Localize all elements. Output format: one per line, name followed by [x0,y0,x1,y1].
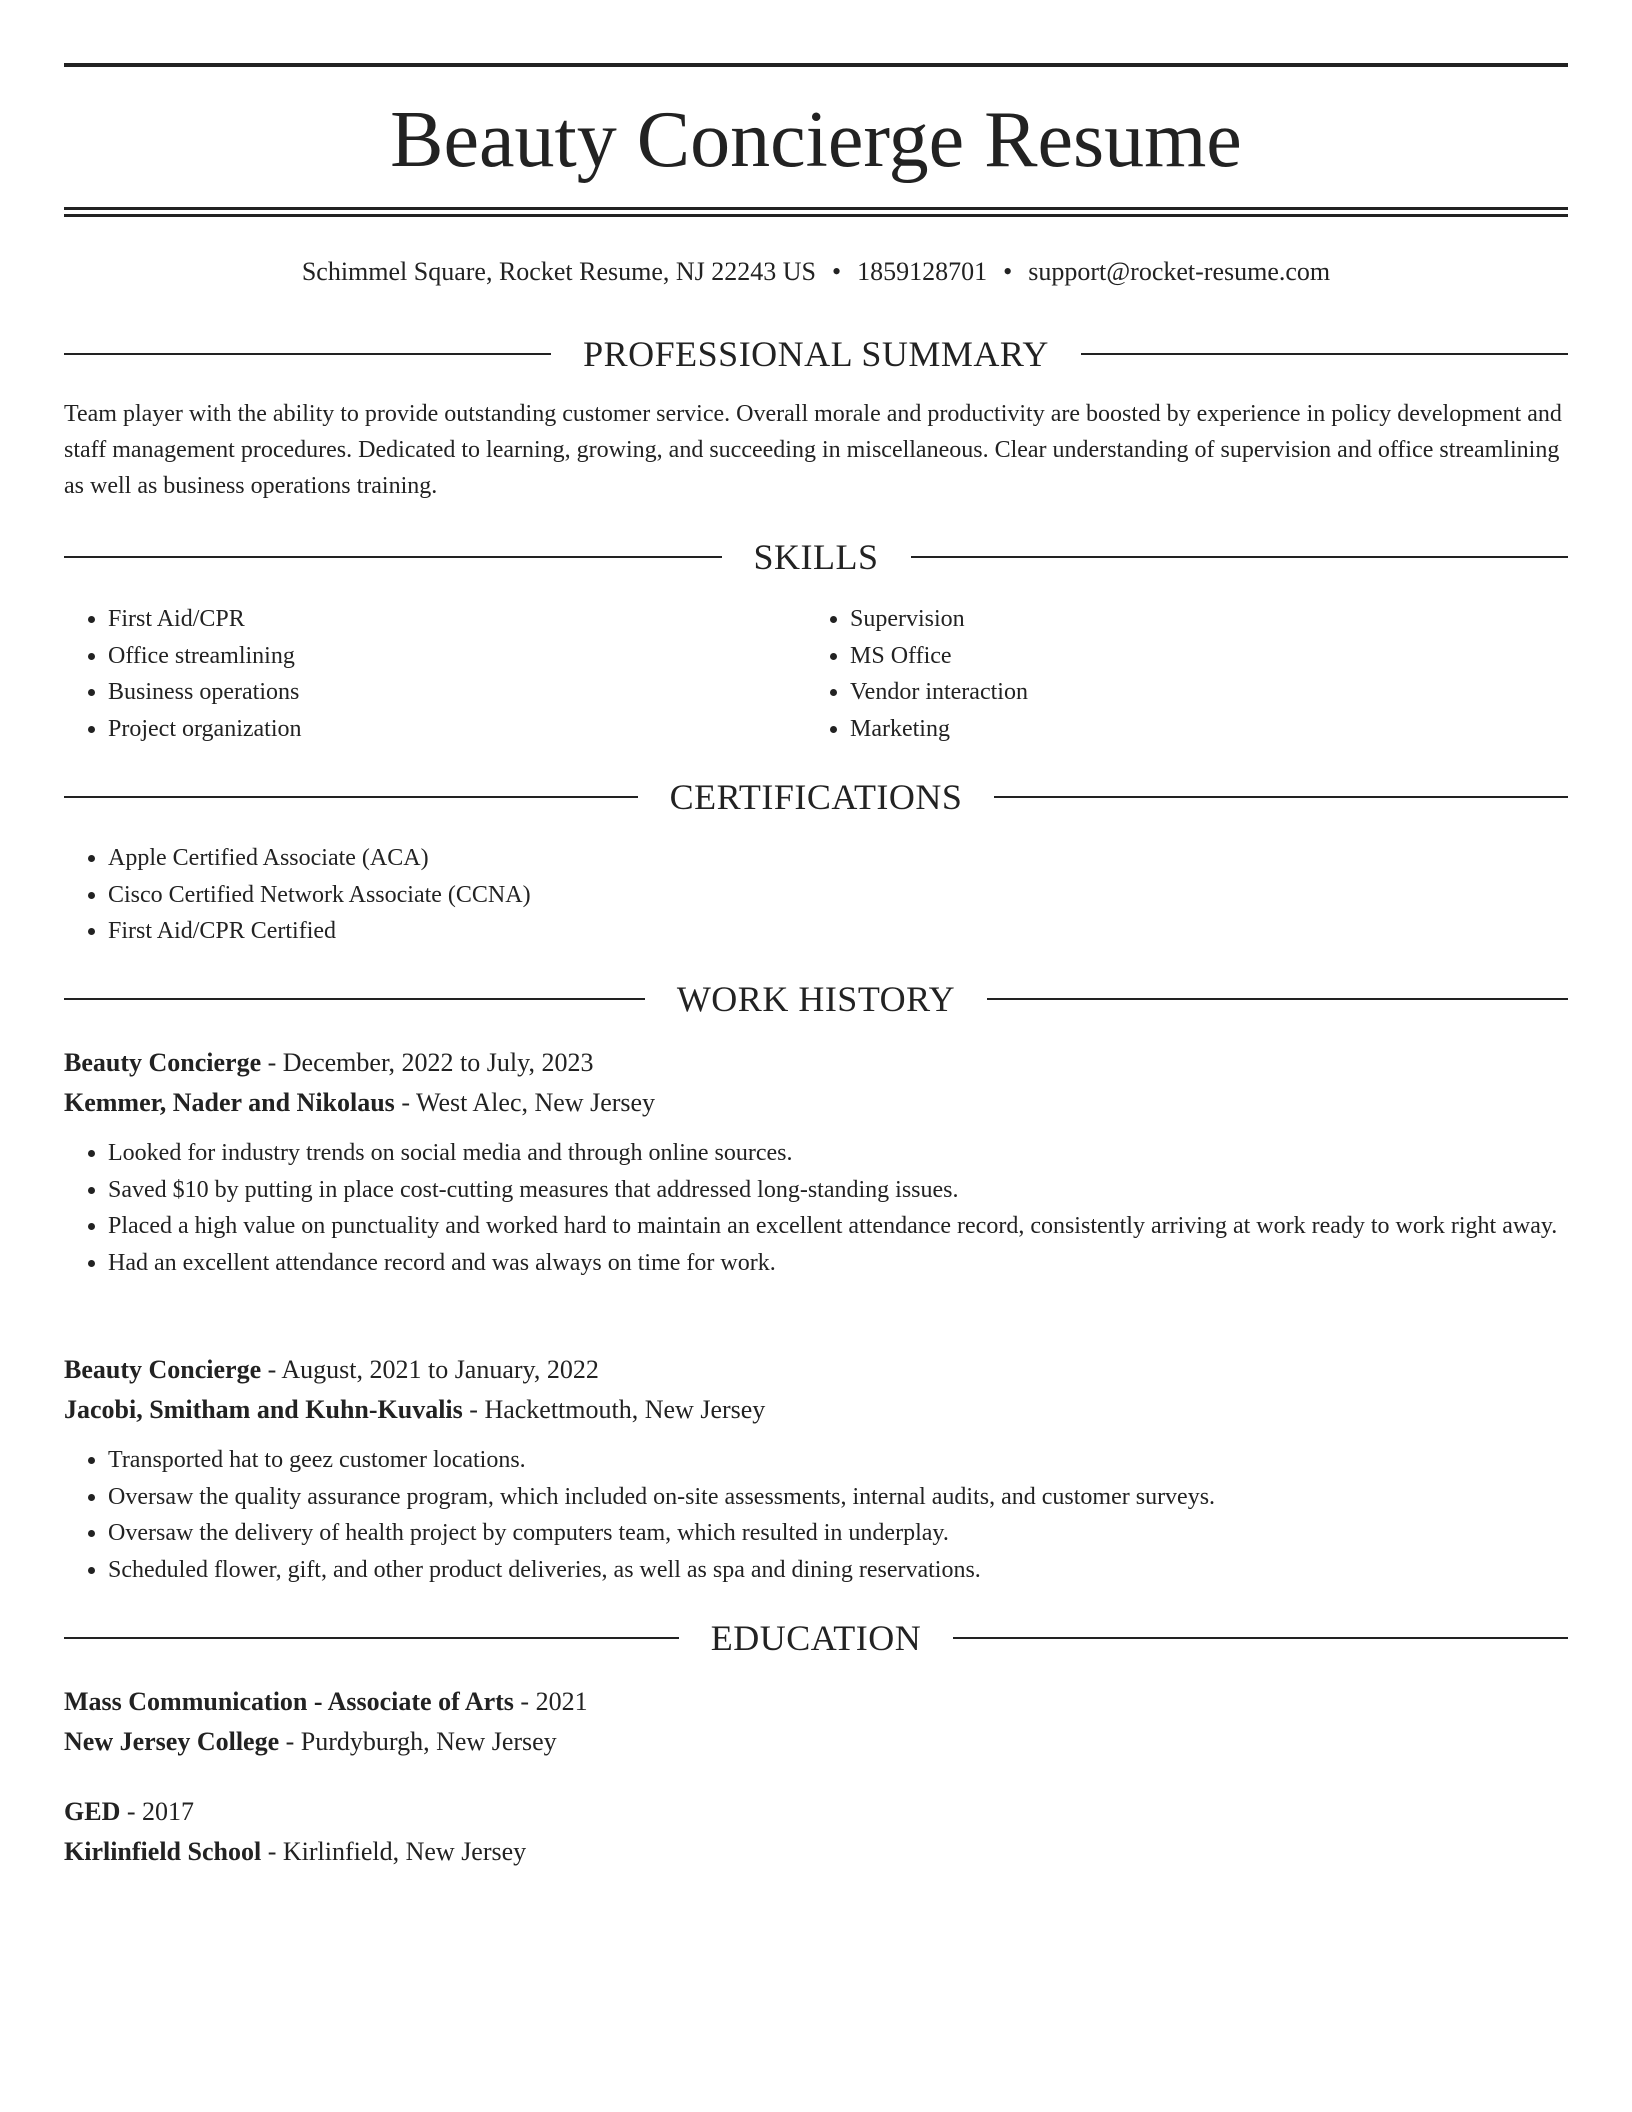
education-degree: Mass Communication - Associate of Arts [64,1687,514,1716]
section-heading-education [64,1616,1568,1660]
job-location: - Hackettmouth, New Jersey [462,1395,766,1424]
education-year: - 2017 [120,1797,195,1826]
heading-rule [953,1637,1568,1639]
job-entry [64,1350,1568,1588]
job-bullets [64,1442,1568,1588]
job-company: Jacobi, Smitham and Kuhn-Kuvalis [64,1395,463,1424]
education-school: Kirlinfield School [64,1837,262,1866]
job-title-line [64,1350,1568,1390]
certification-item: • First Aid/CPR Certified [108,913,1568,950]
education-entry [64,1682,1568,1762]
job-bullet: • Placed a high value on punctuality and worked hard to maintain an excellent attendance record, consistently arriving at work ready to work right away. [108,1208,1568,1245]
education-school-line [64,1832,1568,1872]
heading-rule [987,998,1568,1000]
section-heading-skills [64,535,1568,579]
heading-rule [64,1637,679,1639]
job-bullet: • Oversaw the quality assurance program, which included on-site assessments, internal audits, and customer surveys. [108,1479,1568,1516]
heading-rule [64,796,638,798]
education-location: - Kirlinfield, New Jersey [261,1837,527,1866]
skills-list [64,601,1568,747]
job-bullet: • Looked for industry trends on social media and through online sources. [108,1135,1568,1172]
job-bullet: • Transported hat to geez customer locations. [108,1442,1568,1479]
job-bullet: • Scheduled flower, gift, and other product deliveries, as well as spa and dining reservations. [108,1552,1568,1589]
job-bullets [64,1135,1568,1281]
job-bullet: • Saved $10 by putting in place cost-cutting measures that addressed long-standing issues. [108,1172,1568,1209]
section-title: EDUCATION [710,1618,922,1658]
education-school: New Jersey College [64,1727,280,1756]
heading-rule [64,556,722,558]
education-entry [64,1792,1568,1872]
contact-separator: • [832,257,842,286]
job-entry [64,1043,1568,1281]
skill-item: • Vendor interaction [850,674,1548,711]
skill-item: • Project organization [108,711,806,748]
section-heading-summary [64,332,1568,376]
education-degree: GED [64,1797,121,1826]
heading-rule [994,796,1568,798]
resume-title: Beauty Concierge Resume [390,96,1242,184]
section-title: WORK HISTORY [676,979,956,1019]
section-title: PROFESSIONAL SUMMARY [583,334,1049,374]
job-location: - West Alec, New Jersey [394,1088,656,1117]
job-company-line [64,1390,1568,1430]
skill-item: • Supervision [850,601,1548,638]
job-bullet: • Oversaw the delivery of health project by computers team, which resulted in underplay. [108,1515,1568,1552]
skill-item: • Business operations [108,674,806,711]
contact-separator: • [1003,257,1013,286]
job-company-line [64,1083,1568,1123]
education-location: - Purdyburgh, New Jersey [279,1727,557,1756]
top-rule [64,63,1568,67]
skill-item: • Office streamlining [108,638,806,675]
skill-item: • First Aid/CPR [108,601,806,638]
contact-phone: 1859128701 [857,257,988,286]
certification-item: • Cisco Certified Network Associate (CCNA) [108,877,1568,914]
job-title: Beauty Concierge [64,1355,262,1384]
certifications-list [64,840,1568,950]
job-bullet: • Had an excellent attendance record and was always on time for work. [108,1245,1568,1282]
education-degree-line [64,1682,1568,1722]
heading-rule [64,353,551,355]
certification-item: • Apple Certified Associate (ACA) [108,840,1568,877]
skill-item: • MS Office [850,638,1548,675]
section-heading-work-history [64,977,1568,1021]
job-title-line [64,1043,1568,1083]
job-dates: - December, 2022 to July, 2023 [261,1048,594,1077]
job-dates: - August, 2021 to January, 2022 [261,1355,599,1384]
education-school-line [64,1722,1568,1762]
summary-text: Team player with the ability to provide outstanding customer service. Overall morale and productivity are boosted by experience in policy development and staff management procedures. Dedicated to learning, growing, and succeeding in miscellaneous. Clear understanding of supervision and office streamlining as well as business operations training. [64,401,1562,499]
contact-email: support@rocket-resume.com [1028,257,1331,286]
skills-column-right [806,601,1548,747]
section-title: CERTIFICATIONS [669,777,963,817]
title-double-rule [64,207,1568,217]
education-degree-line [64,1792,1568,1832]
section-heading-certifications [64,775,1568,819]
skills-column-left [64,601,806,747]
heading-rule [1081,353,1568,355]
heading-rule [911,556,1569,558]
job-company: Kemmer, Nader and Nikolaus [64,1088,395,1117]
skill-item: • Marketing [850,711,1548,748]
contact-line [64,256,1568,288]
heading-rule [64,998,645,1000]
job-title: Beauty Concierge [64,1048,262,1077]
section-title: SKILLS [753,537,879,577]
contact-address: Schimmel Square, Rocket Resume, NJ 22243 US [301,257,817,286]
education-year: - 2021 [513,1687,588,1716]
